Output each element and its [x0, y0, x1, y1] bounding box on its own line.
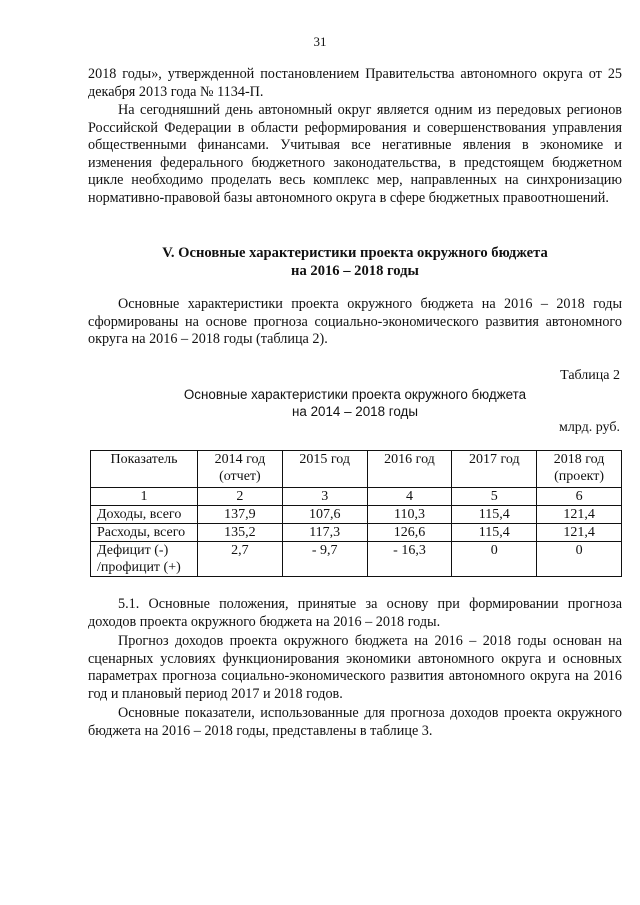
intro-paragraph-continuation: 2018 годы», утвержденной постановлением Правительства автономного округа от 25 декабря 2013 года № 1134-П. [88, 66, 622, 100]
value-cell: 2,7 [198, 542, 283, 577]
value-cell: 115,4 [452, 506, 537, 524]
forecast-scenario-paragraph: Прогноз доходов проекта окружного бюджета на 2016 – 2018 годы основан на сценарных условиях функционирования экономики автономного округа и основных параметрах прогноза социально-экономического развития автономного округа на 2016 год и плановый период 2017 и 2018 годов. [88, 633, 622, 702]
page-number: 31 [313, 34, 327, 49]
numbering-cell: 1 [91, 488, 198, 506]
table-units: млрд. руб. [558, 420, 620, 435]
value-cell: - 16,3 [367, 542, 452, 577]
table-numbering-row [91, 488, 622, 506]
value-cell: 0 [452, 542, 537, 577]
budget-table [90, 450, 622, 577]
header-cell: 2018 год (проект) [537, 451, 622, 488]
table-row-revenue [91, 506, 622, 524]
header-cell: 2014 год (отчет) [198, 451, 283, 488]
numbering-cell: 6 [537, 488, 622, 506]
row-label: Дефицит (-) /профицит (+) [91, 542, 198, 577]
numbering-cell: 5 [452, 488, 537, 506]
value-cell: - 9,7 [282, 542, 367, 577]
table-row-expenses [91, 524, 622, 542]
header-cell: 2015 год [282, 451, 367, 488]
section-heading-line1: V. Основные характеристики проекта окружного бюджета [162, 245, 548, 261]
section-heading-line2: на 2016 – 2018 годы [291, 263, 419, 279]
row-label: Доходы, всего [91, 506, 198, 524]
forecast-basis-paragraph: 5.1. Основные положения, принятые за основу при формировании прогноза доходов проекта окружного бюджета на 2016 – 2018 годы. [88, 596, 622, 630]
header-cell: Показатель [91, 451, 198, 488]
value-cell: 126,6 [367, 524, 452, 542]
value-cell: 110,3 [367, 506, 452, 524]
numbering-cell: 4 [367, 488, 452, 506]
value-cell: 107,6 [282, 506, 367, 524]
section-paragraph: Основные характеристики проекта окружного бюджета на 2016 – 2018 годы сформированы на основе прогноза социально-экономического развития автономного округа на 2016 – 2018 годы (таблица 2). [88, 296, 622, 348]
value-cell: 121,4 [537, 524, 622, 542]
row-label: Расходы, всего [91, 524, 198, 542]
header-cell: 2017 год [452, 451, 537, 488]
table-caption-line2: на 2014 – 2018 годы [292, 404, 418, 419]
numbering-cell: 2 [198, 488, 283, 506]
indicators-paragraph: Основные показатели, использованные для прогноза доходов проекта окружного бюджета на 2016 – 2018 годы, представлены в таблице 3. [88, 705, 622, 739]
numbering-cell: 3 [282, 488, 367, 506]
value-cell: 115,4 [452, 524, 537, 542]
header-cell: 2016 год [367, 451, 452, 488]
table-label: Таблица 2 [560, 368, 620, 383]
value-cell: 0 [537, 542, 622, 577]
intro-paragraph-main: На сегодняшний день автономный округ является одним из передовых регионов Российской Федерации в области реформирования и совершенствования управления общественными финансами. Учитывая все негативные явления в экономике и изменения федерального бюджетного законодательства, в предстоящем бюджетном цикле необходимо проделать весь комплекс мер, направленных на синхронизацию нормативно-правовой базы автономного округа в сфере бюджетных правоотношений. [88, 102, 622, 206]
table-caption-line1: Основные характеристики проекта окружного бюджета [183, 387, 527, 402]
table-header-row [91, 451, 622, 488]
table-row-deficit [91, 542, 622, 577]
value-cell: 135,2 [198, 524, 283, 542]
value-cell: 117,3 [282, 524, 367, 542]
value-cell: 121,4 [537, 506, 622, 524]
value-cell: 137,9 [198, 506, 283, 524]
